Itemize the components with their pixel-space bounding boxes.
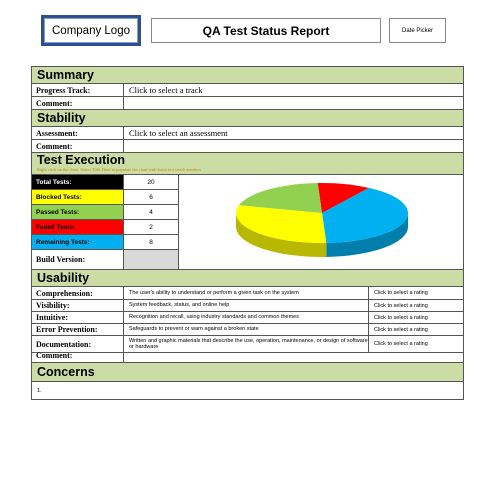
- date-picker-label: Date Picker: [401, 27, 433, 34]
- test-stat-row: [32, 175, 178, 190]
- concerns-heading: Concerns: [37, 365, 95, 379]
- usability-rating-select[interactable]: Click to select a rating: [368, 287, 463, 299]
- test-stat-value[interactable]: 20: [147, 178, 155, 186]
- build-version-row: [32, 250, 178, 269]
- section-summary-heading: [32, 67, 463, 84]
- stability-heading: Stability: [37, 111, 86, 125]
- test-results-pie-chart[interactable]: [222, 177, 422, 265]
- test-execution-hint: Right click on the chart. Select 'Edit Data' to populate the chart with latest test result numbers: [37, 167, 202, 172]
- assessment-select[interactable]: Click to select an assessment: [129, 128, 228, 138]
- test-stat-value[interactable]: 4: [149, 208, 153, 216]
- summary-comment-field[interactable]: [129, 97, 463, 109]
- summary-comment-row: [32, 97, 463, 109]
- stability-comment-label: Comment:: [32, 140, 124, 152]
- summary-heading: Summary: [37, 68, 94, 82]
- company-logo-text: Company Logo: [52, 24, 130, 37]
- usability-criterion-description: System feedback, status, and online help: [129, 302, 230, 309]
- section-concerns-heading: [32, 362, 463, 382]
- test-execution-heading: Test Execution: [37, 153, 125, 167]
- test-stat-label: Passed Tests:: [32, 205, 124, 219]
- concerns-item: 1.: [37, 388, 42, 394]
- build-version-label: Build Version:: [32, 250, 124, 269]
- test-stat-value[interactable]: 8: [149, 238, 153, 246]
- usability-row: [32, 312, 463, 324]
- stats-divider: [178, 175, 179, 269]
- date-picker[interactable]: [389, 18, 446, 43]
- usability-row: [32, 300, 463, 312]
- section-stability-heading: [32, 109, 463, 127]
- usability-row: [32, 324, 463, 336]
- usability-comment-field[interactable]: [129, 349, 463, 362]
- stability-comment-field[interactable]: [129, 140, 463, 152]
- build-version-field[interactable]: [124, 250, 178, 269]
- usability-comment-label: Comment:: [32, 349, 124, 362]
- report-title: [151, 18, 381, 43]
- usability-criterion-label: Comprehension:: [32, 287, 124, 299]
- usability-comment-row: [32, 349, 463, 362]
- usability-criterion-label: Error Prevention:: [32, 324, 124, 335]
- usability-row: [32, 287, 463, 300]
- progress-track-row: [32, 84, 463, 97]
- test-stat-row: [32, 205, 178, 220]
- test-stat-row: [32, 220, 178, 235]
- progress-track-select[interactable]: Click to select a track: [129, 85, 203, 95]
- test-stat-label: Remaining Tests:: [32, 235, 124, 249]
- test-stat-row: [32, 190, 178, 205]
- usability-criterion-description: Recognition and recall, using industry standards and common themes: [129, 314, 299, 321]
- test-stat-label: Failed Tests:: [32, 220, 124, 234]
- section-usability-heading: [32, 269, 463, 287]
- test-stat-value[interactable]: 2: [149, 223, 153, 231]
- status-report: [31, 66, 464, 400]
- usability-criterion-label: Visibility:: [32, 300, 124, 311]
- test-stat-label: Blocked Tests:: [32, 190, 124, 204]
- section-test-execution-heading: [32, 152, 463, 175]
- usability-criterion-description: The user's ability to understand or perform a given task on the system: [129, 289, 299, 296]
- progress-track-label: Progress Track:: [32, 84, 124, 96]
- company-logo: [41, 15, 141, 46]
- usability-rating-select[interactable]: Click to select a rating: [368, 312, 463, 323]
- usability-criterion-label: Documentation:: [32, 336, 124, 352]
- usability-rating-select[interactable]: Click to select a rating: [368, 336, 463, 352]
- concerns-list[interactable]: [32, 382, 463, 400]
- usability-rating-select[interactable]: Click to select a rating: [368, 324, 463, 335]
- assessment-label: Assessment:: [32, 127, 124, 139]
- stability-comment-row: [32, 140, 463, 152]
- test-stat-row: [32, 235, 178, 250]
- assessment-row: [32, 127, 463, 140]
- usability-criterion-description: Written and graphic materials that describe the use, operation, maintenance, or design of software or hardware: [129, 337, 368, 350]
- usability-rating-select[interactable]: Click to select a rating: [368, 300, 463, 311]
- summary-comment-label: Comment:: [32, 97, 124, 109]
- usability-criterion-description: Safeguards to prevent or warn against a broken state: [129, 326, 259, 333]
- test-stat-value[interactable]: 6: [149, 193, 153, 201]
- test-stat-label: Total Tests:: [32, 175, 124, 189]
- usability-criterion-label: Intuitive:: [32, 312, 124, 323]
- usability-heading: Usability: [37, 271, 90, 285]
- report-title-text: QA Test Status Report: [202, 23, 330, 38]
